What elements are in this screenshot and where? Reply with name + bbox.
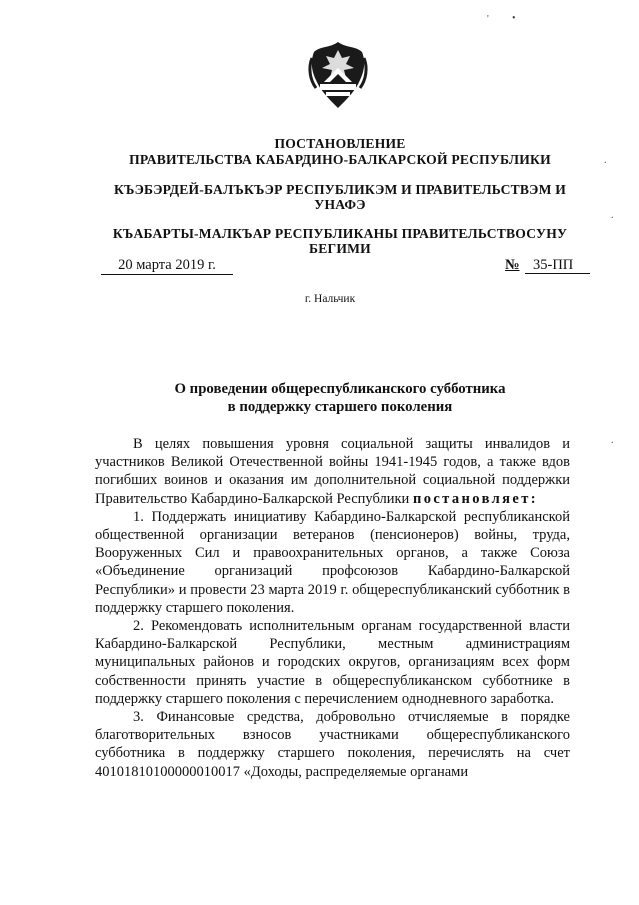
header-government: ПРАВИТЕЛЬСТВА КАБАРДИНО-БАЛКАРСКОЙ РЕСПУБЛИКИ (129, 152, 551, 167)
scan-mark: ' (487, 14, 489, 25)
intro-text: В целях повышения уровня социальной защиты инвалидов и участников Великой Отечественной войны 1941-1945 годов, а также вдов погибших воинов и оказания им дополнительной социальной поддержки Правительство Кабардино-Балкарской Республики (95, 436, 570, 507)
document-number: 35-ПП (525, 257, 590, 274)
header-kabardian: КЪЭБЭРДЕЙ-БАЛЪКЪЭР РЕСПУБЛИКЭМ И ПРАВИТЕЛЬСТВЭМ И (113, 182, 567, 197)
document-date: 20 марта 2019 г. (101, 257, 233, 275)
header-balkar: КЪАБАРТЫ-МАЛКЪАР РЕСПУБЛИКАНЫ ПРАВИТЕЛЬСТВОСУНУ (112, 226, 568, 241)
document-title-line1: О проведении общереспубликанского субботника (174, 381, 506, 397)
header-kabardian-cont: УНАФЭ (314, 197, 366, 212)
document-body (95, 435, 570, 781)
document-number-label: № (505, 257, 520, 273)
header-balkar-cont: БЕГИМИ (309, 241, 371, 256)
item-2: 2. Рекомендовать исполнительным органам государственной власти Кабардино-Балкарской Республики, местным администрациям муниципальных районов и городских округов, организациям всех форм собственности принять участие в общереспубликанском субботнике в поддержку старшего поколения с перечислением однодневного заработка. (95, 618, 570, 707)
item-1: 1. Поддержать инициативу Кабардино-Балкарской республиканской общественной организации ветеранов (пенсионеров) войны, труда, Вооруженных Сил и правоохранительных органов, а также Союза «Объединение организаций профсоюзов Кабардино-Балкарской Республики» и провести 23 марта 2019 г. общереспубликанский субботник в поддержку старшего поколения. (95, 508, 570, 616)
document-title (90, 380, 590, 416)
document-city: г. Нальчик (304, 293, 356, 305)
scan-mark: . (611, 435, 614, 446)
intro-paragraph (95, 435, 570, 508)
resolves-emphasis: постановляет: (412, 490, 538, 507)
scan-mark: • (512, 13, 516, 24)
scan-mark: . (611, 210, 614, 221)
scan-mark: . (604, 155, 607, 166)
coat-of-arms-icon (306, 38, 370, 112)
document-title-line2: в поддержку старшего поколения (227, 399, 453, 415)
item-3: 3. Финансовые средства, добровольно отчисляемые в порядке благотворительных взносов участниками общереспубликанского субботника в поддержку старшего поколения, перечислять на счет 40101810100000010017 «Доходы, распределяемые органами (95, 709, 570, 780)
header-title: ПОСТАНОВЛЕНИЕ (274, 136, 406, 151)
